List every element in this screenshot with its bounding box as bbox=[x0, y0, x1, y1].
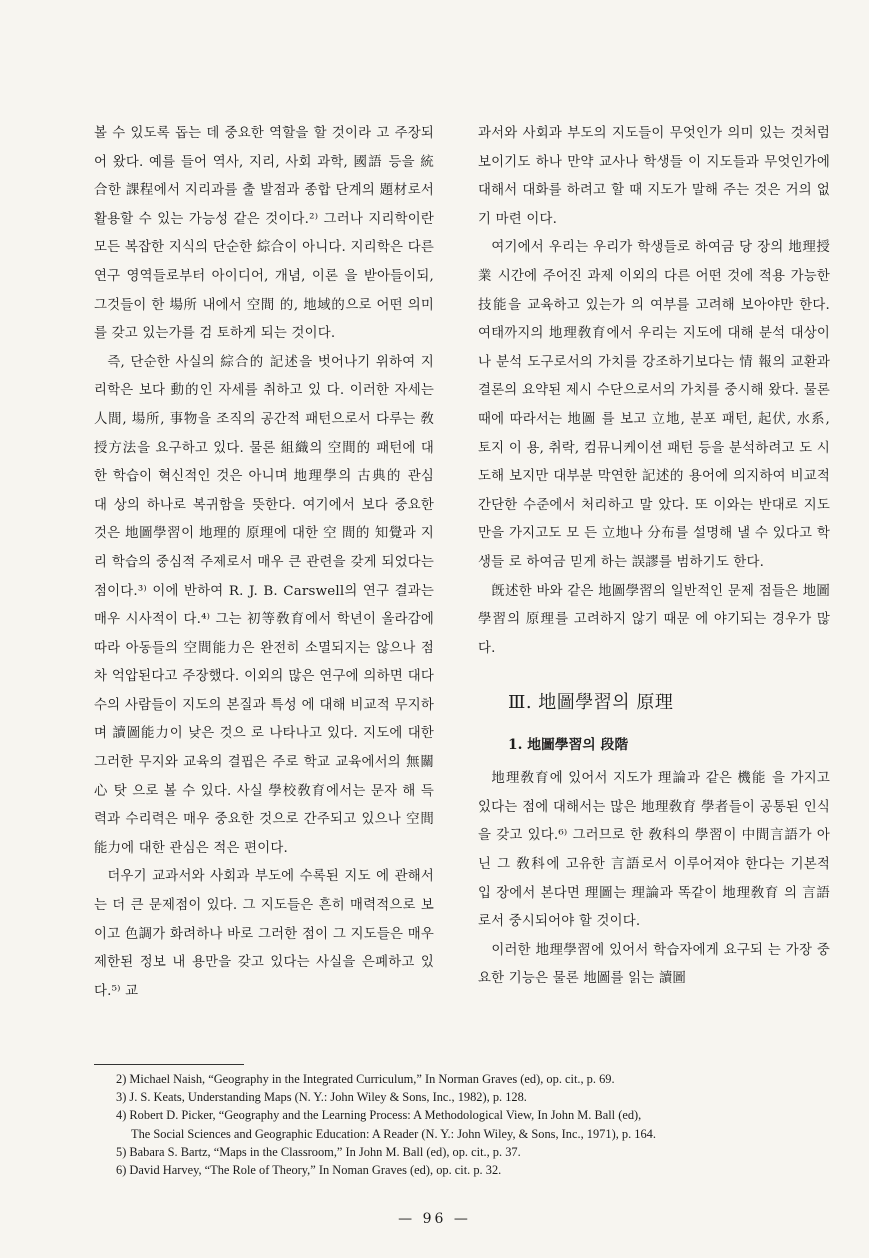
footnote: 6) David Harvey, “The Role of Theory,” In Noman Graves (ed), op. cit. p. 32. bbox=[116, 1163, 502, 1178]
paragraph: 볼 수 있도록 돕는 데 중요한 역할을 할 것이라 고 주장되어 왔다. 예를 들어 역사, 지리, 사회 과학, 國語 등을 統合한 課程에서 지리과를 출 발점과 종합 단계의 題材로서 활용할 수 있는 가능성 같은 것이다.²⁾ 그러나 지리학이란 모든 복잡한 지식의 단순한 綜合이 아니다. 지리학은 다른 연구 영역들로부터 아이디어, 개념, 이론 을 받아들이되, 그것들이 한 場所 내에서 空間 的, 地域的으로 어떤 의미를 갖고 있는가를 검 토하게 되는 것이다. bbox=[94, 126, 434, 342]
footnote-rule bbox=[94, 1064, 244, 1065]
paragraph: 즉, 단순한 사실의 綜合的 記述을 벗어나기 위하여 지리학은 보다 動的인 자세를 취하고 있 다. 이러한 자세는 人間, 場所, 事物을 조직의 공간적 패턴으로서 다루는 敎授方法을 요구하고 있다. 물론 組織의 空間的 패턴에 대한 학습이 혁신적인 것은 아니며 地理學의 古典的 관심 대 상의 하나로 복귀함을 뜻한다. 여기에서 보다 중요한 것은 地圖學習이 地理的 原理에 대한 空 間的 知覺과 지리 학습의 중심적 주제로서 매우 큰 관련을 갖게 되었다는 점이다.³⁾ 이에 반하여 R. J. B. Carswell의 연구 결과는 매우 시사적이 다.⁴⁾ 그는 初等敎育에서 학년이 올라감에 따라 아동들의 空間能力은 완전히 소멸되지는 않으나 점차 억압된다고 주장했다. 이외의 많은 연구에 의하면 대다수의 사람들이 지도의 본질과 특성 에 대해 비교적 무지하며 讀圖能力이 낮은 것으 로 나타나고 있다. 지도에 대한 그러한 무지와 교육의 결핍은 주로 학교 교육에서의 無關心 탓 으로 볼 수 있다. 사실 學校敎育에서는 문자 해 득력과 수리력은 매우 중요한 것으로 간주되고 있으나 空間能力에 대한 관심은 적은 편이다. bbox=[94, 354, 434, 856]
right-column bbox=[478, 120, 830, 994]
footnote: 3) J. S. Keats, Understanding Maps (N. Y.: John Wiley & Sons, Inc., 1982), p. 128. bbox=[116, 1090, 527, 1105]
paragraph: 地理敎育에 있어서 지도가 理論과 같은 機能 을 가지고 있다는 점에 대해서는 많은 地理敎育 學者들이 공통된 인식을 갖고 있다.⁶⁾ 그러므로 한 敎科의 學習이 中間言語가 아닌 그 敎科에 고유한 言語로서 이루어져야 한다는 기본적 입 장에서 본다면 理圖는 理論과 똑같이 地理敎育 의 言語로서 중시되어야 할 것이다. bbox=[478, 771, 830, 930]
paragraph: 과서와 사회과 부도의 지도들이 무엇인가 의미 있는 것처럼 보이기도 하나 만약 교사나 학생들 이 지도들과 무엇인가에 대해서 대화를 하려고 할 때 지도가 말해 주는 것은 거의 없기 마련 이다. bbox=[478, 126, 830, 227]
left-column bbox=[94, 120, 434, 1006]
footnote: 2) Michael Naish, “Geography in the Integrated Curriculum,” In Norman Graves (ed), op. cit., p. 69. bbox=[116, 1072, 615, 1086]
subsection-heading: 1. 地圖學習의 段階 bbox=[508, 737, 629, 754]
section-heading: Ⅲ. 地圖學習의 原理 bbox=[508, 692, 674, 714]
paragraph: 이러한 地理學習에 있어서 학습자에게 요구되 는 가장 중요한 기능은 물론 地圖를 읽는 讀圖 bbox=[478, 942, 830, 987]
paragraph: 더우기 교과서와 사회과 부도에 수록된 지도 에 관해서는 더 큰 문제점이 있다. 그 지도들은 흔히 매력적으로 보이고 色調가 화려하나 바로 그러한 점이 그 지도들은 매우 제한된 정보 내 용만을 갖고 있다는 사실을 은폐하고 있다.⁵⁾ 교 bbox=[94, 869, 434, 999]
footnote-continuation: The Social Sciences and Geographic Education: A Reader (N. Y.: John Wiley, & Sons, Inc., 1971), p. 164. bbox=[131, 1126, 656, 1141]
footnotes bbox=[116, 1070, 834, 1179]
paragraph: 旣述한 바와 같은 地圖學習의 일반적인 문제 점들은 地圖學習의 原理를 고려하지 않기 때문 에 야기되는 경우가 많다. bbox=[478, 583, 830, 656]
page-number: — 96 — bbox=[398, 1211, 471, 1227]
footnote: 4) Robert D. Picker, “Geography and the Learning Process: A Methodological View, In John M. Ball (ed), bbox=[116, 1108, 642, 1123]
footnote: 5) Babara S. Bartz, “Maps in the Classroom,” In John M. Ball (ed), op. cit., p. 37. bbox=[116, 1144, 521, 1159]
paragraph: 여기에서 우리는 우리가 학생들로 하여금 당 장의 地理授業 시간에 주어진 과제 이외의 다른 어떤 것에 적용 가능한 技能을 교육하고 있는가 의 여부를 고려해 보아야만 한다. 여태까지의 地理敎育에서 우리는 지도에 대해 분석 대상이 나 분석 도구로서의 가치를 강조하기보다는 情 報의 교환과 결론의 요약된 제시 수단으로서의 가치를 중시해 왔다. 물론 때에 따라서는 地圖 를 보고 立地, 분포 패턴, 起伏, 水系, 토지 이 용, 취락, 컴뮤니케이션 패턴 등을 분석하려고 도 시도해 보지만 대부분 막연한 記述的 용어에 의지하여 비교적 간단한 수준에서 처리하고 말 았다. 또 이와는 반대로 지도만을 가지고도 모 든 立地나 分布를 설명해 낼 수 있다고 학생들 로 하여금 믿게 하는 誤謬를 범하기도 한다. bbox=[478, 240, 830, 570]
